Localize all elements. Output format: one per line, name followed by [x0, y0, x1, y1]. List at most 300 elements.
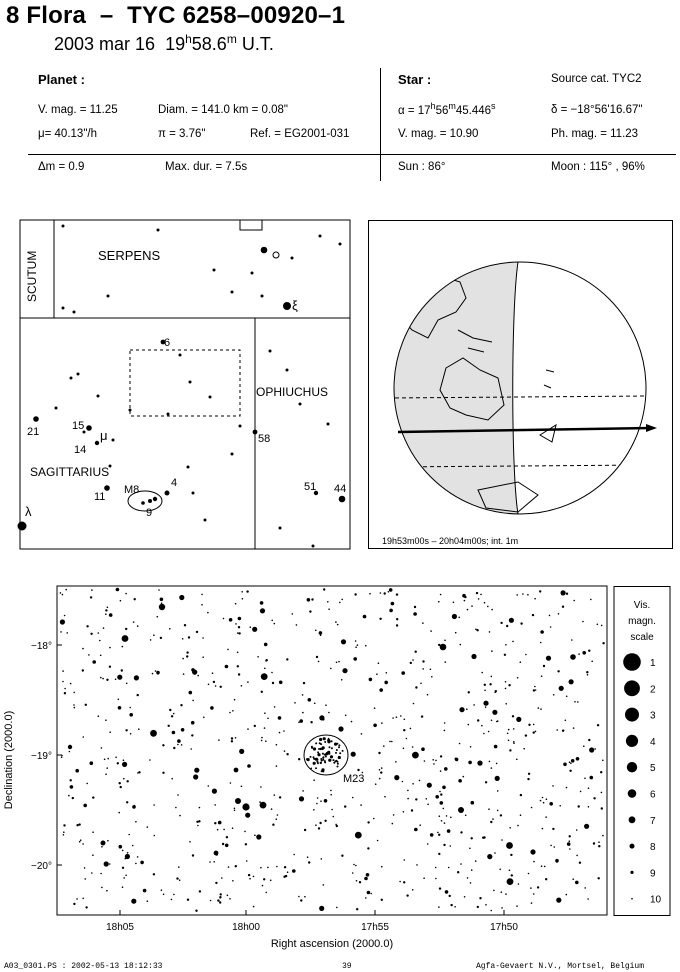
chart-star: [127, 852, 129, 854]
chart-star: [152, 673, 154, 675]
chart-star: [319, 631, 323, 635]
chart-star: [186, 651, 188, 653]
chart-star: [308, 861, 310, 863]
chart-star: [378, 752, 380, 754]
chart-star: [92, 854, 94, 856]
chart-star: [360, 804, 362, 806]
finder-star: [141, 501, 145, 505]
chart-star: [485, 706, 487, 708]
chart-star: [342, 668, 347, 673]
chart-star: [250, 626, 252, 628]
chart-star: [202, 637, 204, 639]
chart-star: [516, 717, 521, 722]
chart-star: [477, 719, 479, 721]
chart-star: [353, 657, 357, 661]
chart-star: [530, 887, 532, 889]
finder-star: [167, 413, 170, 416]
chart-star: [486, 703, 488, 705]
chart-star: [531, 902, 533, 904]
chart-star: [601, 807, 603, 809]
chart-star: [116, 588, 120, 592]
chart-star: [229, 712, 231, 714]
chart-star: [412, 889, 414, 891]
chart-star: [245, 843, 247, 845]
chart-star: [202, 656, 204, 658]
chart-star: [420, 683, 422, 685]
chart-star: [237, 652, 239, 654]
chart-star: [430, 833, 434, 837]
chart-star: [410, 728, 412, 730]
chart-star: [460, 831, 462, 833]
finder-star: [157, 229, 160, 232]
chart-star: [232, 827, 234, 829]
chart-star: [253, 906, 255, 908]
chart-star: [495, 690, 497, 692]
chart-star: [540, 800, 542, 802]
chart-star: [232, 880, 234, 882]
cluster-star: [322, 746, 325, 749]
chart-star: [322, 908, 324, 910]
label-6: 6: [164, 337, 171, 349]
cluster-star: [313, 756, 315, 758]
path-arrow: [646, 424, 657, 432]
finder-star: [95, 441, 99, 445]
chart-star: [215, 882, 217, 884]
chart-star: [187, 899, 189, 901]
chart-star: [192, 700, 194, 702]
chart-star: [430, 669, 432, 671]
chart-star: [355, 646, 357, 648]
finder-star: [86, 425, 92, 431]
chart-star: [300, 899, 302, 901]
chart-star: [82, 843, 84, 845]
chart-star: [225, 665, 229, 669]
chart-star: [279, 681, 283, 685]
chart-star: [450, 817, 452, 819]
chart-star: [100, 873, 102, 875]
chart-star: [264, 727, 266, 729]
pacific-islands: [540, 370, 556, 442]
finder-star: [97, 395, 100, 398]
chart-star: [491, 720, 493, 722]
chart-star: [214, 822, 216, 824]
finder-star: [231, 453, 234, 456]
chart-star: [381, 866, 383, 868]
chart-star: [115, 757, 117, 759]
cluster-star: [315, 767, 317, 769]
chart-star: [509, 749, 511, 751]
chart-star: [64, 615, 66, 617]
chart-star: [520, 622, 522, 624]
chart-star: [327, 601, 329, 603]
chart-star: [352, 872, 354, 874]
label-11: 11: [94, 491, 106, 503]
finder-star: [261, 247, 268, 254]
chart-star: [118, 706, 122, 710]
finder-star: [291, 257, 294, 260]
chart-star: [181, 728, 185, 732]
finder-star: [269, 350, 272, 353]
chart-star: [466, 708, 468, 710]
chart-star: [365, 897, 367, 899]
chart-star: [223, 618, 225, 620]
chart-star: [558, 613, 560, 615]
chart-star: [226, 836, 228, 838]
chart-star: [597, 724, 599, 726]
chart-star: [73, 692, 75, 694]
chart-star: [533, 893, 535, 895]
chart-star: [426, 798, 428, 800]
chart-star: [173, 747, 175, 749]
chart-star: [238, 632, 240, 634]
chart-star: [140, 861, 144, 865]
chart-star: [544, 866, 546, 868]
chart-star: [430, 630, 432, 632]
chart-star: [106, 890, 108, 892]
chart-star: [489, 631, 491, 633]
chart-star: [210, 900, 212, 902]
chart-star: [590, 776, 594, 780]
chart-star: [249, 878, 251, 880]
chart-star: [307, 598, 311, 602]
chart-star: [86, 625, 88, 627]
chart-star: [222, 843, 224, 845]
chart-star: [177, 744, 179, 746]
chart-star: [203, 717, 205, 719]
chart-star: [339, 602, 341, 604]
label-xi: ξ: [292, 298, 298, 313]
chart-star: [235, 865, 237, 867]
globe-caption: 19h53m00s – 20h04m00s; int. 1m: [382, 536, 519, 546]
x-tick-label: 17h50: [490, 922, 518, 933]
y-tick-label: −19°: [31, 751, 52, 762]
chart-star: [376, 673, 378, 675]
chart-star: [90, 761, 94, 765]
chart-star: [381, 722, 383, 724]
chart-star: [491, 650, 493, 652]
chart-star: [248, 874, 250, 876]
chart-star: [602, 642, 604, 644]
chart-star: [298, 758, 300, 760]
cluster-star: [331, 740, 333, 742]
chart-star: [91, 589, 93, 591]
finder-star: [251, 272, 254, 275]
cluster-star: [327, 753, 329, 755]
x-tick-label: 18h05: [106, 922, 134, 933]
cluster-star: [317, 753, 320, 756]
chart-star: [584, 778, 586, 780]
chart-star: [134, 805, 136, 807]
chart-star: [83, 804, 87, 808]
chart-star: [179, 595, 184, 600]
chart-star: [259, 801, 261, 803]
label-m8: M8: [124, 484, 140, 496]
chart-star: [260, 601, 264, 605]
chart-star: [504, 654, 506, 656]
chart-star: [424, 760, 426, 762]
chart-star: [535, 731, 537, 733]
mag-drop: Δm = 0.9: [38, 161, 85, 173]
footer-credit: Agfa-Gevaert N.V., Mortsel, Belgium: [476, 962, 645, 971]
magnitude-label: 4: [650, 736, 656, 748]
finder-star: [209, 396, 212, 399]
chart-star: [489, 761, 491, 763]
chart-star: [556, 898, 561, 903]
chart-star: [237, 632, 239, 634]
chart-star: [122, 867, 124, 869]
chart-star: [220, 893, 222, 895]
cluster-star: [325, 753, 327, 755]
chart-star: [506, 842, 513, 849]
chart-star: [109, 863, 111, 865]
chart-star: [566, 894, 568, 896]
chart-star: [60, 592, 62, 594]
chart-star: [328, 712, 330, 714]
chart-star: [471, 837, 473, 839]
chart-star: [572, 878, 574, 880]
chart-star: [128, 834, 130, 836]
night-side: [368, 220, 518, 549]
chart-star: [379, 769, 381, 771]
chart-star: [445, 890, 449, 894]
chart-star: [412, 659, 414, 661]
chart-star: [90, 633, 92, 635]
chart-star: [509, 870, 511, 872]
chart-star: [194, 768, 199, 773]
chart-star: [471, 654, 476, 659]
chart-star: [320, 762, 322, 764]
chart-star: [584, 887, 586, 889]
chart-star: [427, 804, 429, 806]
star-header: Star :: [398, 72, 432, 87]
chart-star: [88, 654, 90, 656]
chart-star: [217, 829, 219, 831]
chart-star: [476, 592, 478, 594]
chart-star: [246, 860, 248, 862]
chart-star: [264, 712, 266, 714]
planet-motion: μ= 40.13"/h: [38, 128, 97, 140]
chart-star: [261, 673, 268, 680]
chart-star: [440, 594, 442, 596]
chart-star: [109, 666, 111, 668]
chart-star: [419, 824, 421, 826]
chart-star: [490, 821, 492, 823]
chart-star: [98, 632, 100, 634]
magnitude-label: 6: [650, 789, 656, 801]
finder-star: [153, 497, 157, 501]
chart-star: [535, 689, 537, 691]
chart-star: [353, 864, 355, 866]
chart-star: [534, 686, 536, 688]
chart-star: [341, 855, 343, 857]
chart-star: [84, 878, 86, 880]
chart-star: [107, 840, 109, 842]
chart-star: [516, 594, 518, 596]
cluster-star: [337, 766, 339, 768]
planet-vmag: V. mag. = 11.25: [38, 104, 118, 116]
chart-star: [453, 602, 455, 604]
chart-star: [215, 685, 217, 687]
chart-star: [130, 733, 132, 735]
chart-star: [235, 623, 237, 625]
chart-star: [261, 691, 263, 693]
chart-star: [423, 877, 425, 879]
chart-star: [272, 824, 274, 826]
chart-star: [522, 593, 524, 595]
bright-star: [214, 851, 219, 856]
chart-star: [319, 906, 324, 911]
chart-star: [388, 591, 390, 593]
finder-star: [239, 425, 242, 428]
chart-star: [566, 787, 568, 789]
chart-star: [444, 767, 448, 771]
chart-star: [213, 861, 215, 863]
finder-star: [213, 269, 216, 272]
chart-star: [501, 891, 503, 893]
chart-star: [475, 860, 477, 862]
magnitude-scale-items: [623, 653, 661, 906]
chart-star: [441, 820, 443, 822]
chart-star: [115, 679, 117, 681]
chart-star: [323, 588, 325, 590]
label-scutum: SCUTUM: [25, 250, 39, 302]
finder-chart: [0, 210, 360, 555]
cluster-star: [342, 750, 344, 752]
chart-star: [505, 703, 507, 705]
chart-star: [494, 745, 498, 749]
chart-star: [545, 878, 547, 880]
chart-star: [341, 599, 343, 601]
chart-star: [169, 628, 171, 630]
chart-star: [485, 904, 487, 906]
bright-star: [242, 803, 249, 810]
chart-star: [254, 725, 256, 727]
chart-star: [533, 689, 535, 691]
chart-star: [495, 776, 500, 781]
chart-star: [427, 783, 432, 788]
chart-star: [68, 795, 70, 797]
chart-star: [571, 759, 575, 763]
chart-star: [229, 898, 231, 900]
cluster-star: [313, 762, 316, 765]
chart-star: [525, 654, 527, 656]
chart-star: [256, 834, 261, 839]
chart-star: [520, 814, 522, 816]
chart-star: [510, 854, 512, 856]
chart-star: [386, 672, 388, 674]
chart-star: [109, 647, 111, 649]
chart-star: [245, 813, 250, 818]
chart-star: [559, 686, 564, 691]
chart-star: [80, 839, 82, 841]
chart-star: [336, 662, 338, 664]
chart-star: [195, 910, 197, 912]
chart-star: [587, 674, 589, 676]
chart-star: [381, 767, 383, 769]
label-serpens: SERPENS: [98, 248, 161, 263]
chart-star: [569, 679, 574, 684]
cluster-star: [310, 756, 312, 758]
finder-star: [77, 373, 80, 376]
chart-star: [505, 681, 507, 683]
chart-star: [182, 658, 184, 660]
chart-star: [576, 829, 578, 831]
chart-star: [513, 728, 515, 730]
chart-star: [292, 613, 294, 615]
chart-star: [352, 797, 354, 799]
cluster-star: [317, 759, 319, 761]
chart-star: [119, 782, 121, 784]
chart-star: [132, 845, 134, 847]
finder-star: [165, 491, 170, 496]
finder-star: [55, 407, 58, 410]
chart-star: [318, 827, 320, 829]
chart-star: [391, 602, 395, 606]
chart-star: [427, 694, 429, 696]
chart-star: [330, 790, 332, 792]
star-vmag: V. mag. = 10.90: [398, 128, 479, 140]
chart-star: [102, 678, 104, 680]
cluster-star: [339, 752, 341, 754]
chart-star: [82, 669, 84, 671]
chart-star: [588, 739, 590, 741]
chart-star: [314, 703, 316, 705]
chart-star: [121, 669, 123, 671]
chart-star: [437, 832, 439, 834]
finder-star: [112, 439, 115, 442]
chart-star: [403, 729, 405, 731]
chart-star: [180, 704, 182, 706]
chart-star: [384, 681, 388, 685]
chart-star: [496, 763, 498, 765]
chart-star: [487, 606, 489, 608]
chart-star: [125, 854, 130, 859]
chart-star: [179, 879, 181, 881]
chart-star: [590, 599, 592, 601]
chart-star: [341, 639, 346, 644]
chart-star: [298, 896, 300, 898]
chart-star: [118, 812, 120, 814]
chart-star: [586, 671, 588, 673]
chart-star: [303, 682, 305, 684]
chart-star: [401, 671, 405, 675]
chart-star: [459, 743, 461, 745]
x-tick-label: 18h00: [232, 922, 260, 933]
chart-star: [319, 822, 321, 824]
scale-title-line: magn.: [628, 616, 656, 627]
chart-star: [345, 715, 347, 717]
footer-page-number: 39: [342, 962, 352, 971]
chart-star: [546, 798, 548, 800]
chart-star: [506, 625, 508, 627]
chart-star: [321, 858, 323, 860]
chart-star: [60, 631, 62, 633]
chart-star: [296, 624, 298, 626]
chart-star: [505, 688, 507, 690]
chart-star: [478, 598, 480, 600]
chart-star: [351, 721, 353, 723]
page-title: 8 Flora – TYC 6258–00920–1: [6, 2, 346, 29]
cluster-star: [321, 768, 324, 771]
chart-star: [468, 691, 470, 693]
chart-star: [120, 600, 122, 602]
chart-star: [356, 908, 358, 910]
chart-star: [366, 873, 370, 877]
chart-star: [433, 763, 435, 765]
chart-star: [129, 713, 133, 717]
chart-star: [117, 762, 119, 764]
chart-star: [122, 850, 124, 852]
